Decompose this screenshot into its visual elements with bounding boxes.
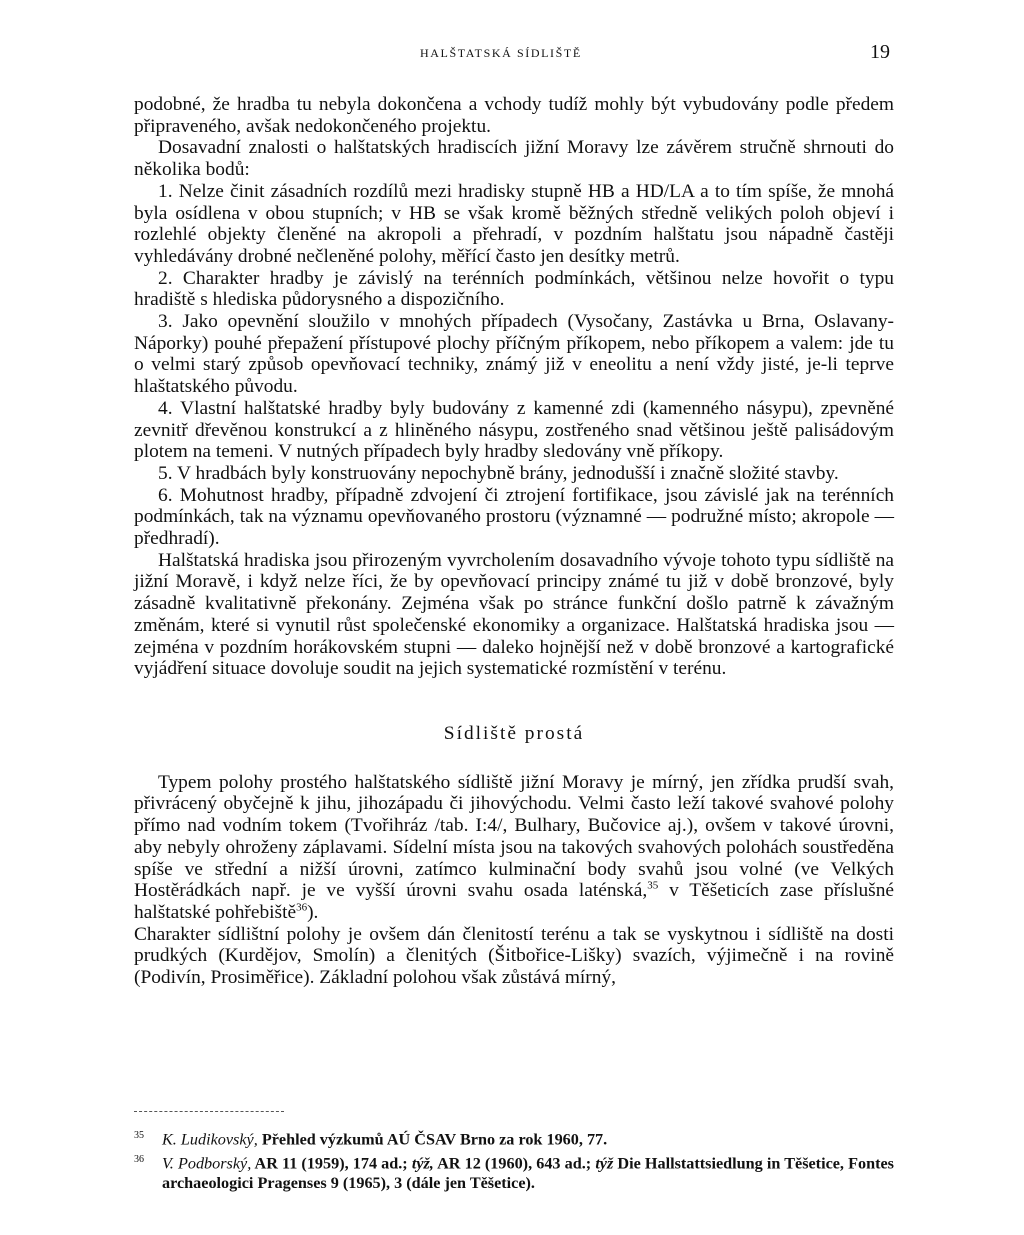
page-number: 19 (870, 41, 890, 63)
paragraph-text: Typem polohy prostého halštatského sídliště jižní Moravy je mírný, jen zřídka prudší svah, přivrácený obyčejně k jihu, jihozápadu či jihovýchodu. Velmi často leží takové svahové polohy přímo nad vodním tokem (Tvořihráz /tab. I:4/, Bulhary, Bučovice aj.), ovšem v takové úrovni, aby nebyly ohroženy záplavami. Sídelní místa jsou na takových svahových polohách soustředěna spíše ve střední a nižší úrovni, zatímco kulminační body svahů jsou volné (ve Velkých Hostěrádkách např. je ve vyšší úrovni svahu osada laténská, (134, 771, 894, 902)
list-item: 3. Jako opevnění sloužilo v mnohých případech (Vysočany, Zastávka u Brna, Oslavany-Náporky) pouhé přepažení přístupové plochy příčným příkopem, nebo příkopem a valem: jde tu o velmi starý způsob opevňovací techniky, známý již v eneolitu a není vždy jisté, je-li teprve hlaštatského původu. (134, 311, 894, 398)
list-item: 6. Mohutnost hradby, případně zdvojení či ztrojení fortifikace, jsou závislé jak na terénních podmínkách, tak na významu opevňovaného prostoru (významné — podružné místo; akropole — předhradí). (134, 484, 894, 550)
footnote-text: AR 11 (1959), 174 ad.; (251, 1154, 412, 1173)
footnote-text: Die Hallstattsiedlung in Těšetice, Fontes archaeologici Pragenses 9 (1965), 3 (dále jen Těšetice). (162, 1154, 894, 1192)
paragraph: Dosavadní znalosti o halštatských hradiscích jižní Moravy lze závěrem stručně shrnouti do několika bodů: (134, 137, 894, 181)
list-item: 4. Vlastní halštatské hradby byly budovány z kamenné zdi (kamenného násypu), zpevněné zevnitř dřevěnou konstrukcí a z hliněného násypu, zostřeného snad většinou ještě palisádovým plotem na temeni. V nutných případech byly hradby sledovány vně příkopy. (134, 397, 894, 463)
list-item: 5. V hradbách byly konstruovány nepochybně brány, jednodušší i značně složité stavby. (158, 462, 839, 484)
paragraph: Charakter sídlištní polohy je ovšem dán členitostí terénu a tak se vyskytnou i sídliště na dosti prudkých (Kurdějov, Smolín) a členitých (Šitbořice-Lišky) svazích, výjimečně i na rovině (Podivín, Prosiměřice). Základní polohou však zůstává mírný, (134, 923, 894, 989)
footnote-author: K. Ludikovský, (162, 1130, 258, 1149)
footnote-ibid: týž, (411, 1154, 434, 1173)
footnote-mark: 36 (134, 1153, 144, 1165)
footnote-text: Přehled výzkumů AÚ ČSAV Brno za rok 1960, 77. (257, 1130, 608, 1149)
paragraph-text: ). (307, 901, 319, 923)
paragraph-text: v Těšeticích zase příslušné halštatské pohřebiště (134, 880, 894, 923)
running-title: HALŠTATSKÁ SÍDLIŠTĚ (420, 46, 582, 60)
footnotes (134, 1126, 894, 1194)
body-text (134, 94, 894, 989)
paragraph (134, 772, 894, 924)
list-item: 1. Nelze činit zásadních rozdílů mezi hradisky stupně HB a HD/LA a to tím spíše, že mnohá byla osídlena v obou stupních; v HB se však kromě běžných středně velikých poloh objeví i rozlehlé objekty členěné na akropoli a přehradí, v pozdním halštatu jsou nápadně častěji vyhledávány drobné nečleněné polohy, měřící často jen desítky metrů. (134, 180, 894, 267)
footnote-text: AR 12 (1960), 643 ad.; (433, 1154, 596, 1173)
footnote-reference: 35 (647, 879, 659, 892)
list-item: 2. Charakter hradby je závislý na terénních podmínkách, většinou nelze hovořit o typu hradiště s hlediska půdorysného a dispozičního. (134, 267, 894, 311)
footnote-reference: 36 (296, 901, 308, 914)
section-heading: Sídliště prostá (443, 722, 585, 744)
footnote (134, 1150, 894, 1194)
footnote-ibid: týž (595, 1154, 614, 1173)
paragraph: podobné, že hradba tu nebyla dokončena a vchody tudíž mohly být vybudovány podle předem připraveného, avšak nedokončeného projektu. (134, 94, 894, 137)
footnote (134, 1126, 894, 1150)
footnote-divider (134, 1111, 284, 1112)
footnote-mark: 35 (134, 1130, 144, 1141)
paragraph: Halštatská hradiska jsou přirozeným vyvrcholením dosavadního vývoje tohoto typu sídliště na jižní Moravě, i když nelze říci, že by opevňovací principy známé tu již v době bronzové, byly zásadně kvalitativně překonány. Zejména však po stránce funkční došlo patrně k závažným změnám, které si vynutil růst společenské ekonomiky a organizace. Halštatská hradiska jsou — zejména v pozdním horákovském stupni — daleko hojnější než v době bronzové a kartografické vyjádření situace dovoluje soudit na jejich systematické rozmístění v terénu. (134, 549, 894, 680)
footnote-author: V. Podborský, (162, 1154, 252, 1173)
